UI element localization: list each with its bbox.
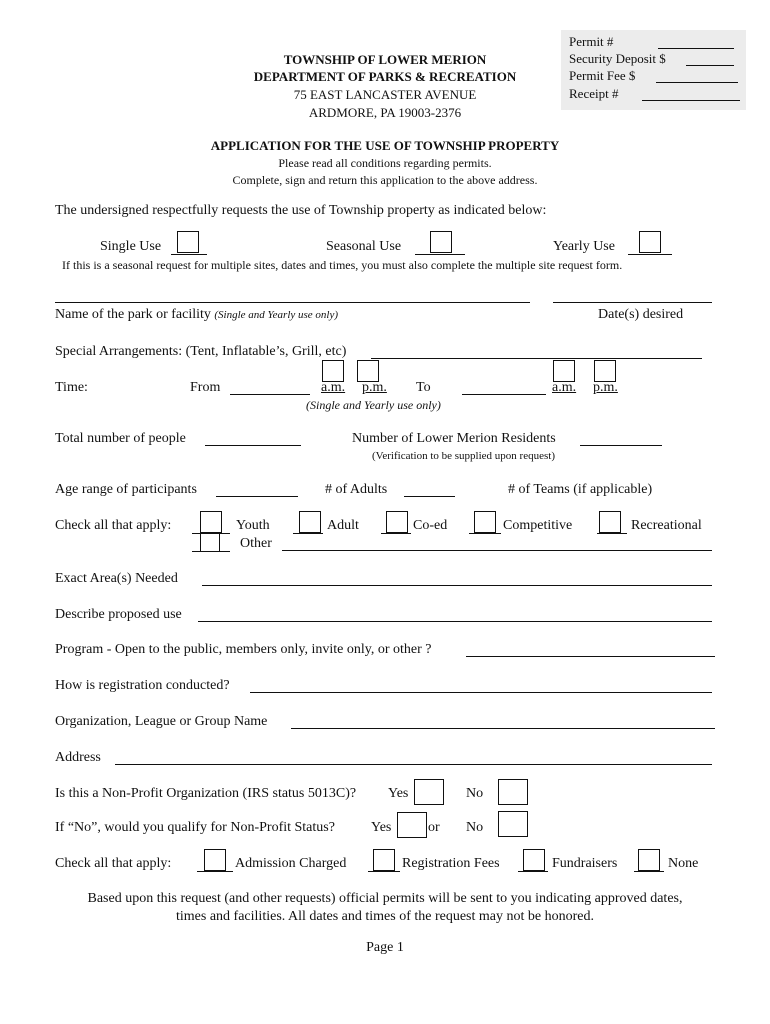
check-participants-label: Check all that apply:	[55, 518, 172, 533]
permit-number-label: Permit #	[569, 34, 614, 49]
single-use-underline	[171, 254, 207, 255]
organization-label: Organization, League or Group Name	[55, 714, 268, 729]
adult-checkbox[interactable]	[299, 511, 321, 533]
proposed-use-label: Describe proposed use	[55, 607, 182, 622]
time-to-label: To	[416, 380, 431, 395]
other-checkbox[interactable]	[200, 533, 220, 552]
adults-field[interactable]	[404, 496, 455, 497]
qualify-yes-label: Yes	[371, 820, 392, 835]
total-people-field[interactable]	[205, 445, 301, 446]
to-am-label: a.m.	[552, 380, 577, 395]
qualify-no-checkbox[interactable]	[498, 811, 528, 837]
yearly-use-checkbox[interactable]	[639, 231, 661, 253]
registration-label: How is registration conducted?	[55, 678, 230, 693]
coed-label: Co-ed	[413, 518, 448, 533]
seasonal-use-underline	[415, 254, 465, 255]
time-label: Time:	[55, 380, 88, 395]
receipt-number-field[interactable]	[642, 100, 740, 101]
dates-desired-label: Date(s) desired	[598, 307, 684, 322]
nonprofit-no-label: No	[466, 786, 484, 801]
to-pm-label: p.m.	[593, 380, 618, 395]
youth-checkbox[interactable]	[200, 511, 222, 533]
check-revenue-label: Check all that apply:	[55, 856, 172, 871]
residents-label: Number of Lower Merion Residents	[352, 431, 556, 446]
to-pm-checkbox[interactable]	[594, 360, 616, 382]
registration-field[interactable]	[250, 692, 712, 693]
admission-underline	[197, 871, 233, 872]
none-label: None	[668, 856, 699, 871]
from-pm-label: p.m.	[362, 380, 387, 395]
admission-label: Admission Charged	[235, 856, 347, 871]
form-subtitle-complete: Complete, sign and return this application to the above address.	[232, 173, 538, 187]
seasonal-use-checkbox[interactable]	[430, 231, 452, 253]
nonprofit-no-checkbox[interactable]	[498, 779, 528, 805]
form-title: APPLICATION FOR THE USE OF TOWNSHIP PROPERTY	[210, 138, 560, 153]
recreational-underline	[597, 533, 627, 534]
park-name-note: (Single and Yearly use only)	[214, 309, 339, 321]
fundraisers-label: Fundraisers	[552, 856, 618, 871]
park-name-label-text: Name of the park or facility	[55, 307, 211, 322]
reg-fees-underline	[368, 871, 400, 872]
recreational-label: Recreational	[631, 518, 702, 533]
to-am-checkbox[interactable]	[553, 360, 575, 382]
security-deposit-field[interactable]	[686, 65, 734, 66]
permit-number-field[interactable]	[658, 48, 734, 49]
from-am-label: a.m.	[321, 380, 346, 395]
none-checkbox[interactable]	[638, 849, 660, 871]
single-use-label: Single Use	[100, 239, 162, 254]
single-use-checkbox[interactable]	[177, 231, 199, 253]
time-to-field[interactable]	[462, 394, 546, 395]
page-number: Page 1	[366, 940, 404, 955]
time-note: (Single and Yearly use only)	[306, 398, 441, 412]
fundraisers-underline	[518, 871, 548, 872]
nonprofit-yes-checkbox[interactable]	[414, 779, 444, 805]
other-field[interactable]	[282, 550, 712, 551]
footer-line2: times and facilities. All dates and times of the request may not be honored.	[176, 909, 594, 924]
park-name-field[interactable]	[55, 302, 530, 303]
footer-line1: Based upon this request (and other requests) official permits will be sent to you indicating approved dates,	[87, 891, 683, 906]
age-range-field[interactable]	[216, 496, 298, 497]
park-name-label	[55, 307, 338, 323]
form-subtitle-read: Please read all conditions regarding permits.	[278, 156, 492, 170]
reg-fees-label: Registration Fees	[402, 856, 500, 871]
special-arrangements-field[interactable]	[371, 358, 702, 359]
intro-text: The undersigned respectfully requests the use of Township property as indicated below:	[55, 203, 547, 218]
time-from-field[interactable]	[230, 394, 310, 395]
youth-label: Youth	[236, 518, 270, 533]
header-township: TOWNSHIP OF LOWER MERION	[283, 52, 487, 67]
proposed-use-field[interactable]	[198, 621, 712, 622]
program-label: Program - Open to the public, members only, invite only, or other ?	[55, 642, 432, 657]
nonprofit-question: Is this a Non-Profit Organization (IRS status 5013C)?	[55, 786, 357, 801]
permit-fee-field[interactable]	[656, 82, 738, 83]
competitive-checkbox[interactable]	[474, 511, 496, 533]
qualify-yes-checkbox[interactable]	[397, 812, 427, 838]
exact-area-label: Exact Area(s) Needed	[55, 571, 178, 586]
permit-fee-label: Permit Fee $	[569, 68, 636, 83]
teams-label: # of Teams (if applicable)	[508, 482, 653, 497]
time-from-label: From	[190, 380, 221, 395]
qualify-no-label: No	[466, 820, 484, 835]
coed-checkbox[interactable]	[386, 511, 408, 533]
none-underline	[634, 871, 664, 872]
adult-label: Adult	[327, 518, 359, 533]
yearly-use-label: Yearly Use	[553, 239, 615, 254]
from-am-checkbox[interactable]	[322, 360, 344, 382]
address-field[interactable]	[115, 764, 712, 765]
security-deposit-label: Security Deposit $	[569, 51, 666, 66]
qualify-question: If “No”, would you qualify for Non-Profit Status?	[55, 820, 335, 835]
address-label: Address	[55, 750, 101, 765]
qualify-or-label: or	[428, 820, 440, 835]
header-street: 75 EAST LANCASTER AVENUE	[293, 87, 477, 102]
competitive-underline	[469, 533, 501, 534]
recreational-checkbox[interactable]	[599, 511, 621, 533]
from-pm-checkbox[interactable]	[357, 360, 379, 382]
header-department: DEPARTMENT OF PARKS & RECREATION	[253, 69, 517, 84]
nonprofit-yes-label: Yes	[388, 786, 409, 801]
seasonal-note: If this is a seasonal request for multiple sites, dates and times, you must also complete the multiple site request form.	[62, 258, 623, 272]
competitive-label: Competitive	[503, 518, 573, 533]
yearly-use-underline	[628, 254, 672, 255]
adults-label: # of Adults	[325, 482, 388, 497]
age-range-label: Age range of participants	[55, 482, 197, 497]
residents-field[interactable]	[580, 445, 662, 446]
special-arrangements-label: Special Arrangements: (Tent, Inflatable’s, Grill, etc)	[55, 344, 347, 359]
dates-desired-field[interactable]	[553, 302, 712, 303]
other-label: Other	[240, 536, 272, 551]
admission-checkbox[interactable]	[204, 849, 226, 871]
total-people-label: Total number of people	[55, 431, 186, 446]
adult-underline	[293, 533, 323, 534]
fundraisers-checkbox[interactable]	[523, 849, 545, 871]
verification-note: (Verification to be supplied upon request)	[372, 450, 555, 462]
header-city: ARDMORE, PA 19003-2376	[308, 105, 462, 120]
organization-field[interactable]	[291, 728, 715, 729]
coed-underline	[381, 533, 411, 534]
receipt-number-label: Receipt #	[569, 86, 619, 101]
seasonal-use-label: Seasonal Use	[326, 239, 402, 254]
exact-area-field[interactable]	[202, 585, 712, 586]
program-field[interactable]	[466, 656, 715, 657]
reg-fees-checkbox[interactable]	[373, 849, 395, 871]
